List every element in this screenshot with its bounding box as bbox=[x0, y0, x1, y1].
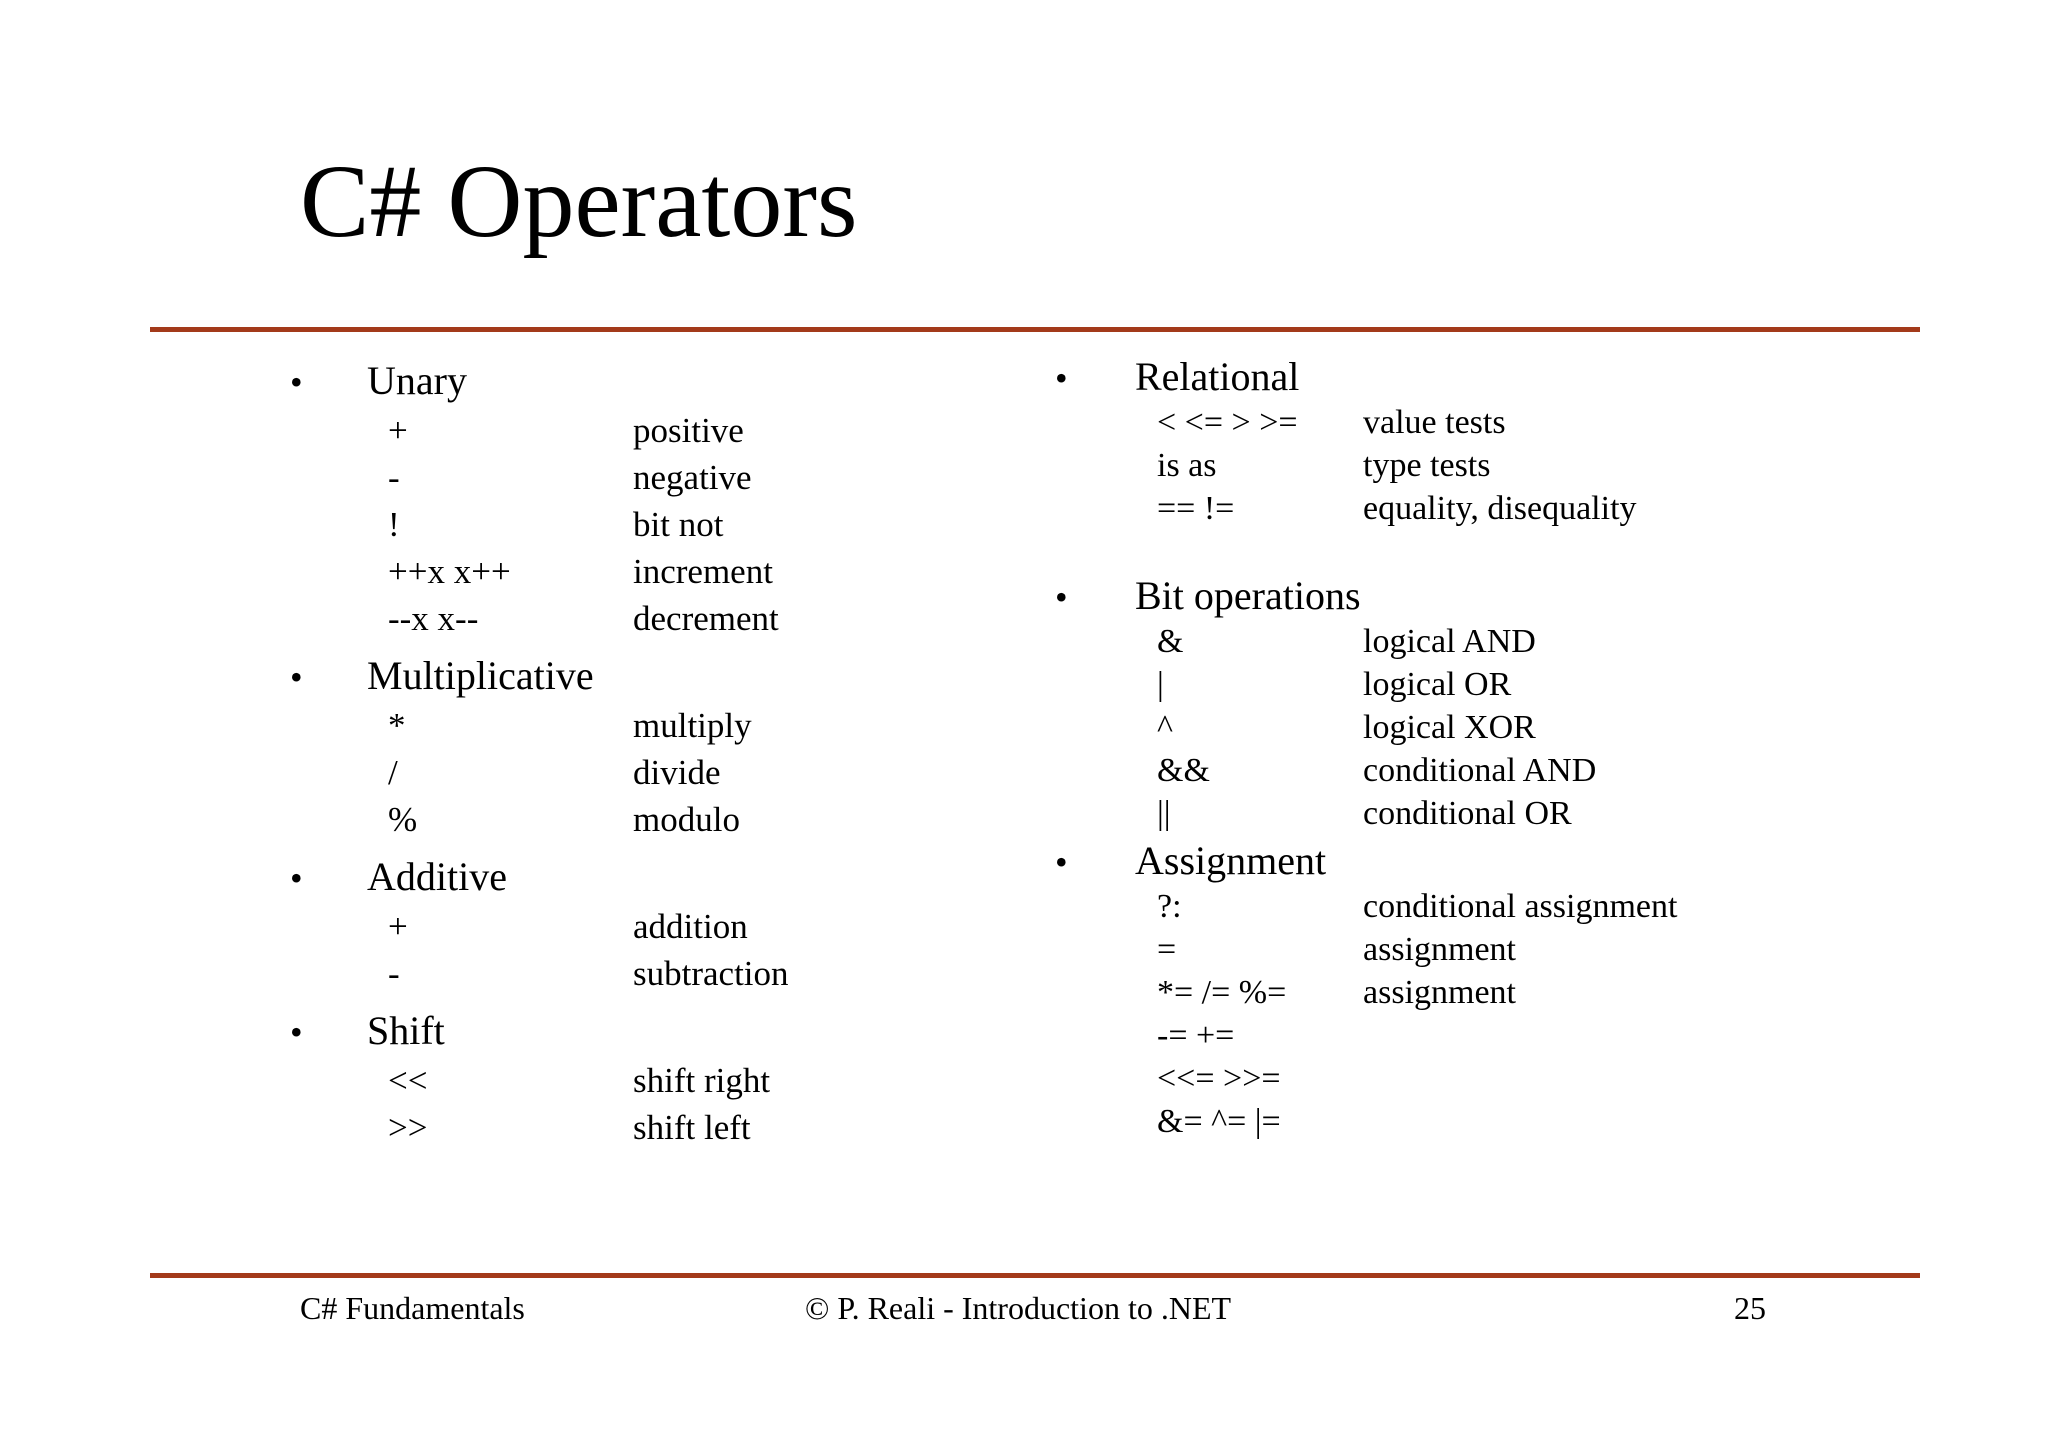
operator-symbol: ++x x++ bbox=[388, 551, 511, 591]
operator-row bbox=[1055, 749, 1915, 792]
operator-description: multiply bbox=[633, 705, 752, 745]
operator-row bbox=[1055, 444, 1915, 487]
section-shift bbox=[290, 1007, 1050, 1151]
operator-row bbox=[1055, 1057, 1915, 1100]
operator-description: shift left bbox=[633, 1107, 751, 1147]
operator-row bbox=[290, 454, 1050, 501]
operator-symbol: <<= >>= bbox=[1157, 1059, 1281, 1097]
section-heading: Shift bbox=[367, 1008, 445, 1053]
section-relational bbox=[1055, 353, 1915, 530]
operator-description: decrement bbox=[633, 598, 779, 638]
operator-symbol: % bbox=[388, 799, 418, 839]
operator-row bbox=[290, 595, 1050, 642]
operator-description: modulo bbox=[633, 799, 740, 839]
operator-row bbox=[290, 796, 1050, 843]
operator-symbol: | bbox=[1157, 665, 1164, 703]
operator-description: logical OR bbox=[1363, 665, 1512, 703]
bullet-icon: • bbox=[290, 362, 303, 402]
operator-description: type tests bbox=[1363, 446, 1491, 484]
operator-description: positive bbox=[633, 410, 744, 450]
right-column bbox=[1055, 353, 1915, 1143]
operator-symbol: << bbox=[388, 1060, 428, 1100]
operator-row bbox=[1055, 487, 1915, 530]
operator-symbol: || bbox=[1157, 794, 1171, 832]
section-heading: Bit operations bbox=[1135, 573, 1361, 618]
operator-symbol: *= /= %= bbox=[1157, 973, 1287, 1011]
operator-row bbox=[290, 702, 1050, 749]
operator-description: increment bbox=[633, 551, 773, 591]
operator-description: conditional AND bbox=[1363, 751, 1597, 789]
operator-row bbox=[1055, 663, 1915, 706]
operator-row bbox=[290, 501, 1050, 548]
operator-symbol: ^ bbox=[1157, 708, 1173, 746]
operator-symbol: + bbox=[388, 906, 408, 946]
operator-description: conditional assignment bbox=[1363, 887, 1678, 925]
operator-symbol: = bbox=[1157, 930, 1177, 968]
operator-symbol: -= += bbox=[1157, 1016, 1235, 1054]
operator-symbol: >> bbox=[388, 1107, 428, 1147]
operator-symbol: & bbox=[1157, 622, 1184, 660]
operator-symbol: == != bbox=[1157, 489, 1235, 527]
slide-title: C# Operators bbox=[300, 144, 858, 259]
page-number: 25 bbox=[1734, 1290, 1766, 1326]
operator-row bbox=[1055, 792, 1915, 835]
operator-row bbox=[290, 407, 1050, 454]
operator-row bbox=[290, 749, 1050, 796]
operator-description: addition bbox=[633, 906, 748, 946]
operator-description: shift right bbox=[633, 1060, 771, 1100]
section-bit-operations bbox=[1055, 572, 1915, 835]
section-additive bbox=[290, 853, 1050, 997]
operator-description: logical XOR bbox=[1363, 708, 1536, 746]
section-heading: Assignment bbox=[1135, 838, 1327, 883]
operator-row bbox=[290, 1104, 1050, 1151]
operator-symbol: &= ^= |= bbox=[1157, 1102, 1281, 1140]
operator-symbol: --x x-- bbox=[388, 598, 479, 638]
footer-course-title: C# Fundamentals bbox=[300, 1290, 525, 1326]
operator-symbol: - bbox=[388, 457, 400, 497]
bullet-icon: • bbox=[1055, 358, 1068, 398]
operator-symbol: && bbox=[1157, 751, 1210, 789]
operator-row bbox=[290, 548, 1050, 595]
operator-description: equality, disequality bbox=[1363, 489, 1637, 527]
operator-symbol: is as bbox=[1157, 446, 1217, 484]
operator-description: bit not bbox=[633, 504, 724, 544]
footer-copyright: © P. Reali - Introduction to .NET bbox=[805, 1290, 1232, 1326]
section-heading: Unary bbox=[367, 358, 467, 403]
top-divider bbox=[150, 327, 1920, 332]
operator-row bbox=[290, 950, 1050, 997]
operator-row bbox=[1055, 1014, 1915, 1057]
operator-row bbox=[1055, 706, 1915, 749]
operator-symbol: + bbox=[388, 410, 408, 450]
operator-symbol: < <= > >= bbox=[1157, 403, 1298, 441]
section-assignment bbox=[1055, 837, 1915, 1143]
operator-description: conditional OR bbox=[1363, 794, 1572, 832]
section-heading: Additive bbox=[367, 854, 507, 899]
bottom-divider bbox=[150, 1273, 1920, 1278]
operator-symbol: * bbox=[388, 705, 406, 745]
bullet-icon: • bbox=[290, 657, 303, 697]
operator-row bbox=[1055, 620, 1915, 663]
operator-symbol: ! bbox=[388, 504, 400, 544]
operator-description: negative bbox=[633, 457, 752, 497]
operator-description: logical AND bbox=[1363, 622, 1536, 660]
section-heading: Multiplicative bbox=[367, 653, 594, 698]
operator-description: assignment bbox=[1363, 973, 1516, 1011]
operator-row bbox=[1055, 928, 1915, 971]
operator-row bbox=[1055, 971, 1915, 1014]
operator-description: subtraction bbox=[633, 953, 789, 993]
operator-description: divide bbox=[633, 752, 721, 792]
section-multiplicative bbox=[290, 652, 1050, 843]
operator-symbol: - bbox=[388, 953, 400, 993]
section-heading: Relational bbox=[1135, 354, 1300, 399]
bullet-icon: • bbox=[290, 1012, 303, 1052]
operator-row bbox=[1055, 401, 1915, 444]
operator-row bbox=[1055, 1100, 1915, 1143]
operator-symbol: ?: bbox=[1157, 887, 1182, 925]
left-column bbox=[290, 357, 1050, 1151]
bullet-icon: • bbox=[1055, 842, 1068, 882]
operator-row bbox=[1055, 885, 1915, 928]
bullet-icon: • bbox=[1055, 577, 1068, 617]
operator-description: value tests bbox=[1363, 403, 1506, 441]
operator-description: assignment bbox=[1363, 930, 1516, 968]
operator-row bbox=[290, 903, 1050, 950]
section-unary bbox=[290, 357, 1050, 642]
operator-row bbox=[290, 1057, 1050, 1104]
operator-symbol: / bbox=[388, 752, 398, 792]
bullet-icon: • bbox=[290, 858, 303, 898]
